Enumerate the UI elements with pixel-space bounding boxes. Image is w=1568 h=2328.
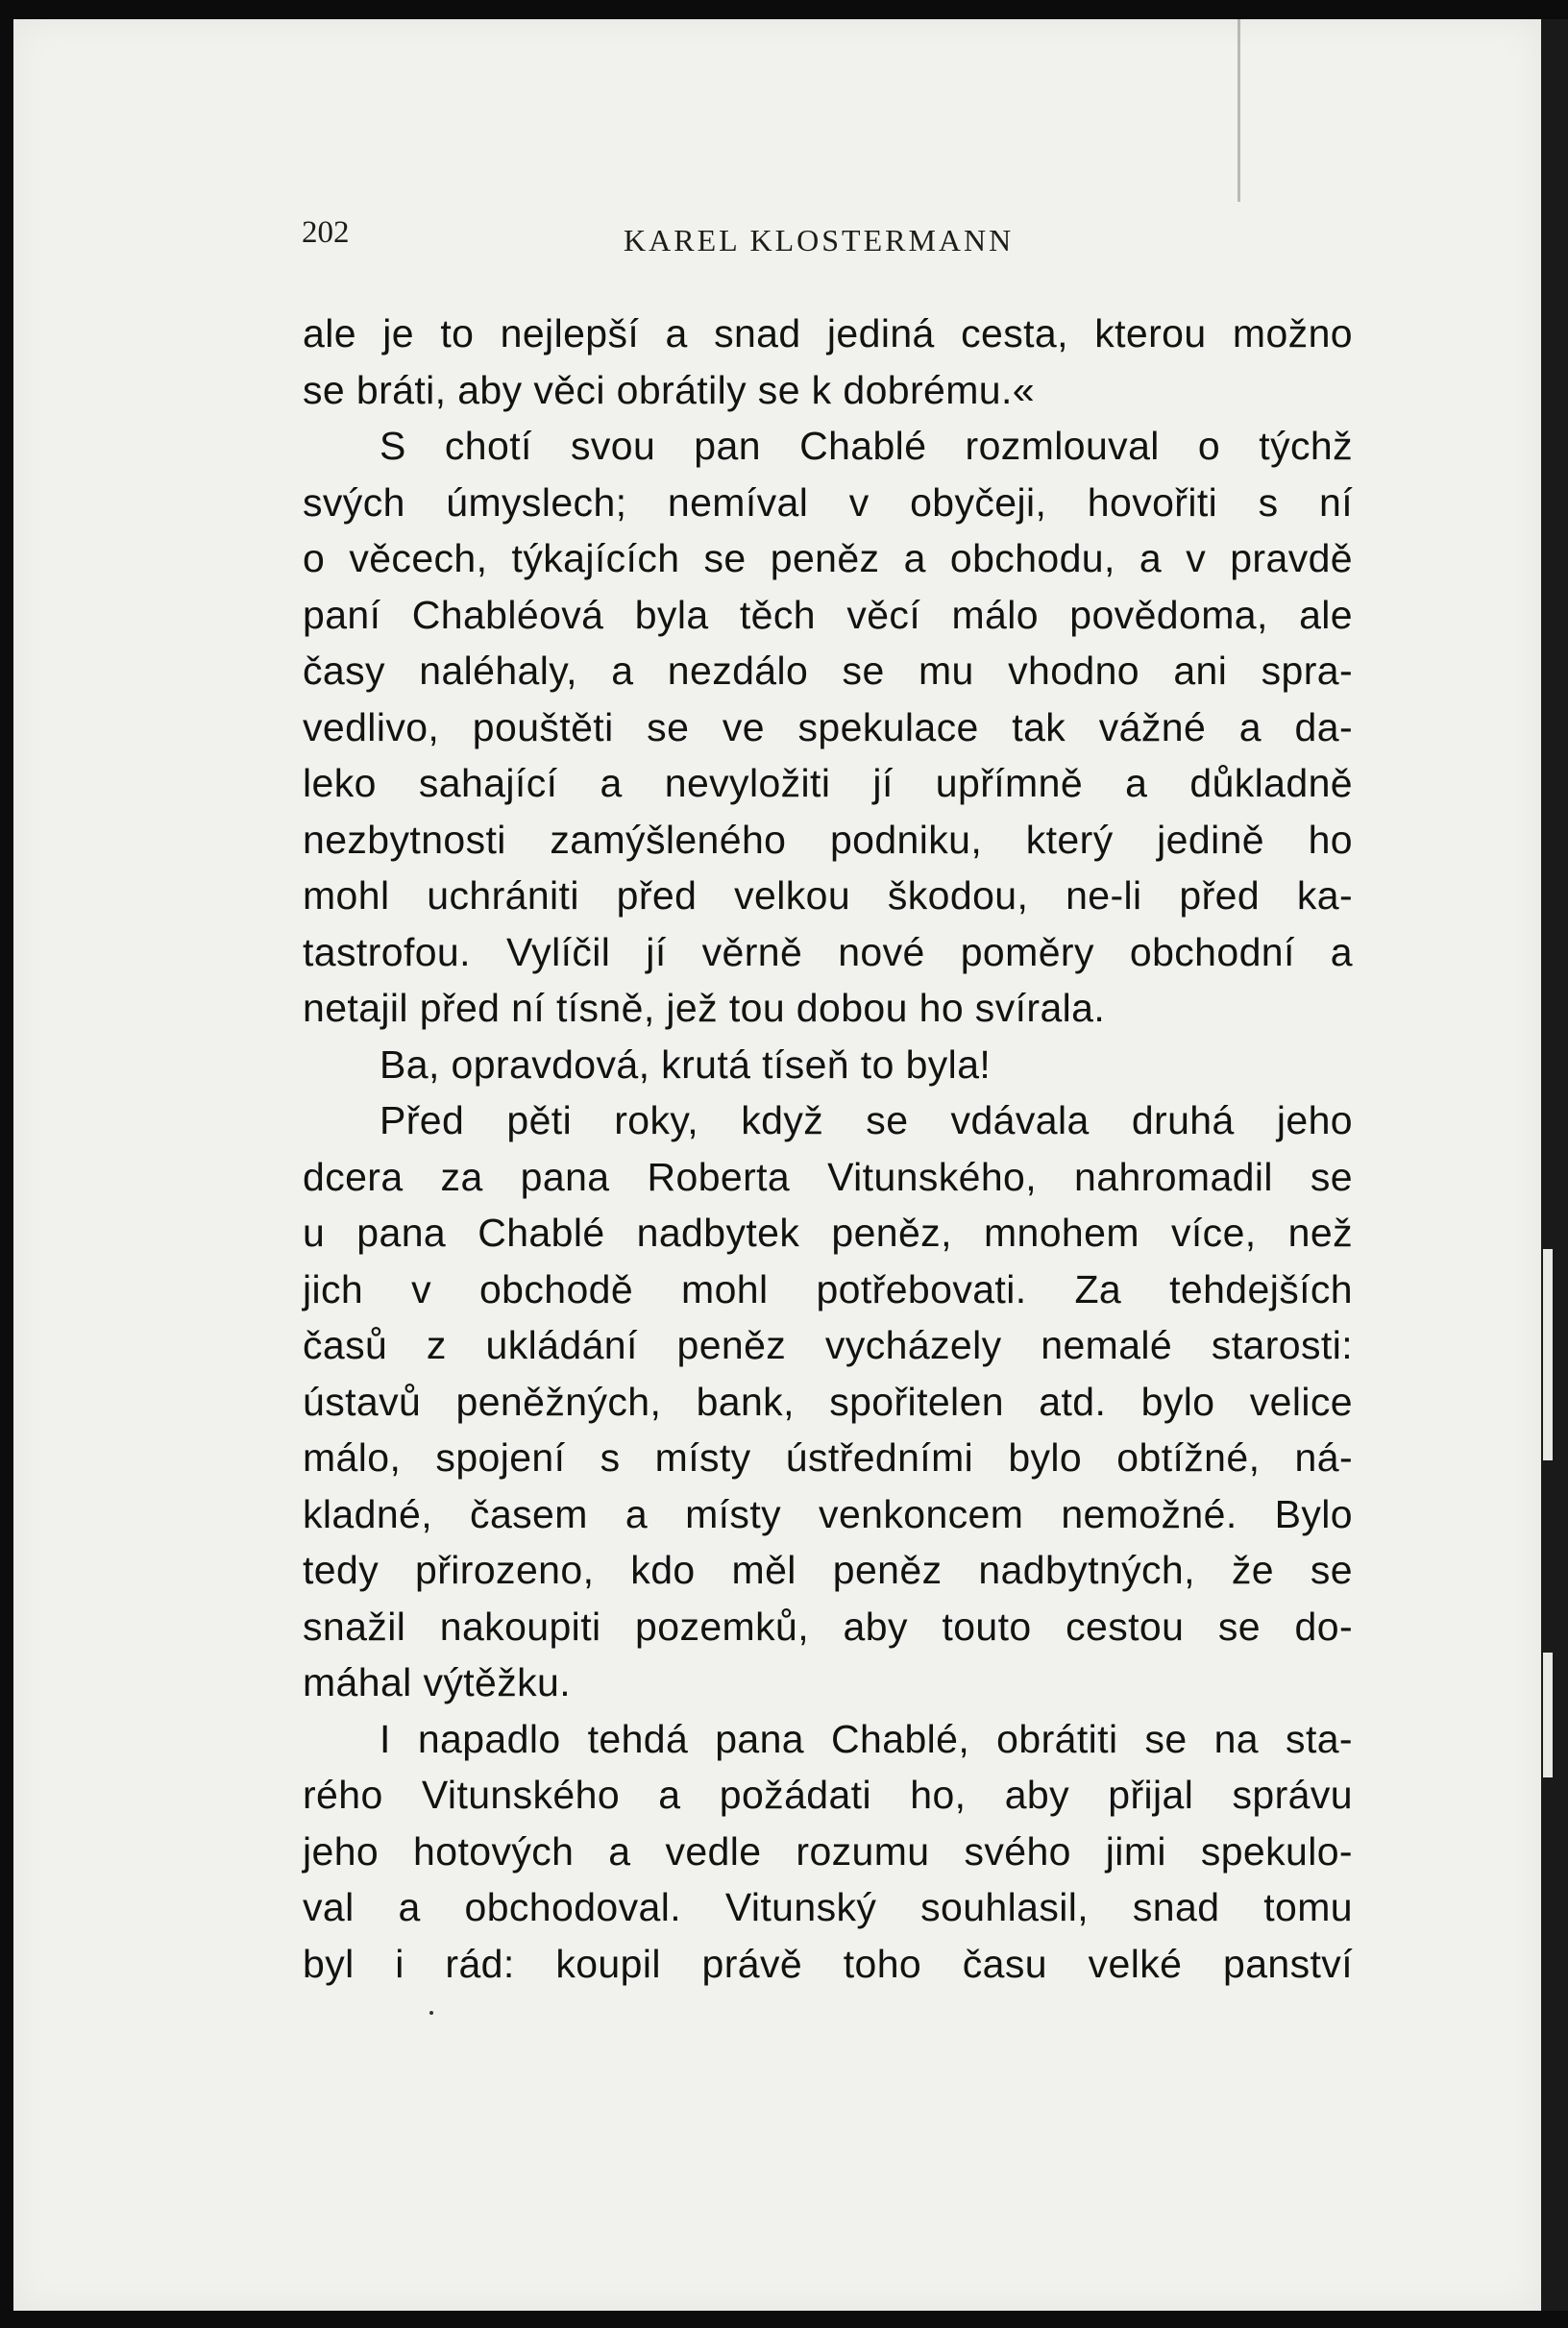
page-number: 202 xyxy=(302,215,350,250)
text-line: časy naléhaly, a nezdálo se mu vhodno ani spra- xyxy=(303,649,1353,693)
text-line: leko sahající a nevyložiti jí upřímně a důkladně xyxy=(303,761,1353,805)
ink-speck xyxy=(429,2011,433,2015)
text-line: mohl uchrániti před velkou škodou, ne-li před ka- xyxy=(303,873,1353,918)
text-line: časů z ukládání peněz vycházely nemalé starosti: xyxy=(303,1323,1353,1367)
scan-artifact-line xyxy=(1237,19,1240,202)
text-line: nezbytnosti zamýšleného podniku, který jedině ho xyxy=(303,817,1353,862)
page-edge-highlight xyxy=(1543,1249,1553,1460)
text-line: Ba, opravdová, krutá tíseň to byla! xyxy=(380,1041,992,1087)
text-line: o věcech, týkajících se peněz a obchodu, a v pravdě xyxy=(303,536,1353,580)
text-line: u pana Chablé nadbytek peněz, mnohem více, než xyxy=(303,1211,1353,1255)
text-line: byl i rád: koupil právě toho času velké panství xyxy=(303,1941,1353,1986)
text-line: se bráti, aby věci obrátily se k dobrému.« xyxy=(303,367,1035,412)
text-line: máhal výtěžku. xyxy=(303,1660,572,1704)
text-line: Před pěti roky, když se vdávala druhá jeho xyxy=(380,1098,1353,1142)
text-line: I napadlo tehdá pana Chablé, obrátiti se na sta- xyxy=(380,1716,1353,1761)
text-line: vedlivo, pouštěti se ve spekulace tak vážné a da- xyxy=(303,704,1353,749)
text-line: tastrofou. Vylíčil jí věrně nové poměry obchodní a xyxy=(303,929,1353,974)
text-line: netajil před ní tísně, jež tou dobou ho svírala. xyxy=(303,986,1106,1030)
text-line: ústavů peněžných, bank, spořitelen atd. bylo velice xyxy=(303,1379,1353,1424)
text-line: snažil nakoupiti pozemků, aby touto cestou se do- xyxy=(303,1604,1353,1649)
text-line: val a obchodoval. Vitunský souhlasil, snad tomu xyxy=(303,1885,1353,1929)
page-header xyxy=(302,215,1359,263)
text-line: rého Vitunského a požádati ho, aby přijal správu xyxy=(303,1773,1353,1817)
text-line: jeho hotových a vedle rozumu svého jimi spekulo- xyxy=(303,1828,1353,1874)
text-line: kladné, časem a místy venkoncem nemožné. Bylo xyxy=(303,1491,1353,1536)
body-text xyxy=(303,306,1353,1992)
text-line: ale je to nejlepší a snad jediná cesta, kterou možno xyxy=(303,311,1353,355)
text-line: paní Chabléová byla těch věcí málo povědoma, ale xyxy=(303,592,1353,637)
text-line: svých úmyslech; nemíval v obyčeji, hovořiti s ní xyxy=(303,479,1353,525)
text-line: S chotí svou pan Chablé rozmlouval o týchž xyxy=(380,424,1353,468)
text-line: málo, spojení s místy ústředními bylo obtížné, ná- xyxy=(303,1435,1353,1480)
text-line: dcera za pana Roberta Vitunského, nahromadil se xyxy=(303,1154,1353,1199)
text-line: jich v obchodě mohl potřebovati. Za tehdejších xyxy=(303,1266,1353,1311)
page-edge-highlight xyxy=(1543,1653,1553,1777)
text-line: tedy přirozeno, kdo měl peněz nadbytných, že se xyxy=(303,1548,1353,1592)
page-edge xyxy=(1541,19,1568,2311)
running-head: KAREL KLOSTERMANN xyxy=(624,223,1015,257)
